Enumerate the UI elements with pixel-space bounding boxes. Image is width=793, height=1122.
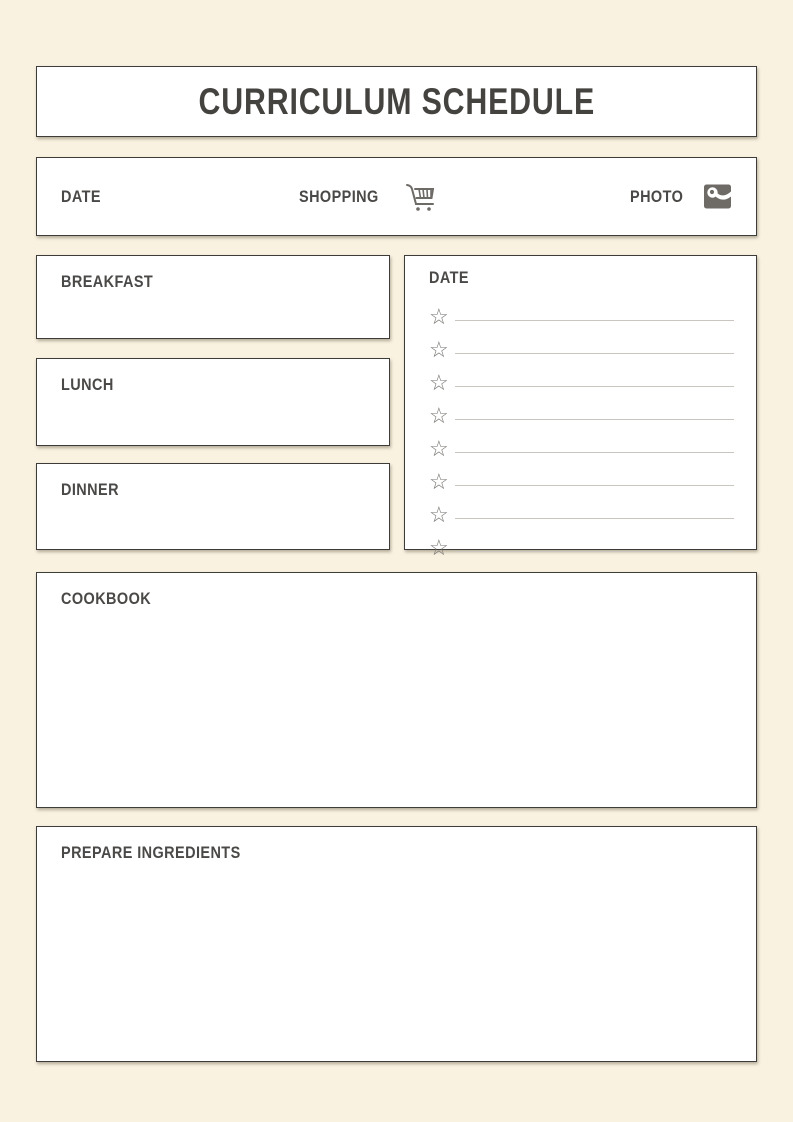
write-line: [455, 485, 734, 519]
dinner-section: [36, 463, 390, 550]
write-line: [455, 386, 734, 420]
write-line: [455, 287, 734, 321]
dinner-label: DINNER: [61, 480, 119, 499]
prepare-ingredients-label: PREPARE INGREDIENTS: [61, 843, 241, 862]
title-box: [36, 66, 757, 137]
photo-label: PHOTO: [630, 186, 684, 206]
star-icon: ☆: [429, 436, 449, 461]
cookbook-section: [36, 572, 757, 808]
breakfast-section: [36, 255, 390, 339]
page-title: CURRICULUM SCHEDULE: [198, 80, 595, 122]
date-field: [61, 187, 108, 207]
star-icon: ☆: [429, 403, 449, 428]
info-row: [36, 157, 757, 236]
star-icon: ☆: [429, 304, 449, 329]
breakfast-label: BREAKFAST: [61, 272, 154, 291]
write-line: [455, 518, 734, 552]
star-icon: ☆: [429, 502, 449, 527]
shopping-cart-icon: [403, 181, 439, 213]
lunch-label: LUNCH: [61, 375, 114, 394]
shopping-label: SHOPPING: [299, 186, 379, 206]
date-list-section: [404, 255, 757, 560]
shopping-field: [299, 181, 439, 213]
star-icon: ☆: [429, 370, 449, 395]
date-list-row: [429, 523, 734, 560]
lunch-section: [36, 358, 390, 446]
date-star-list: [429, 292, 734, 560]
cookbook-label: COOKBOOK: [61, 589, 152, 608]
write-line: [455, 320, 734, 354]
write-line: [455, 353, 734, 387]
star-icon: ☆: [429, 469, 449, 494]
star-icon: ☆: [429, 535, 449, 560]
star-icon: ☆: [429, 337, 449, 362]
write-line: [455, 419, 734, 453]
date-list-label: DATE: [429, 268, 469, 287]
write-line: [455, 452, 734, 486]
photo-icon: [703, 183, 732, 210]
date-label: DATE: [61, 186, 101, 206]
prepare-ingredients-section: [36, 826, 757, 1062]
photo-field: [630, 183, 732, 210]
